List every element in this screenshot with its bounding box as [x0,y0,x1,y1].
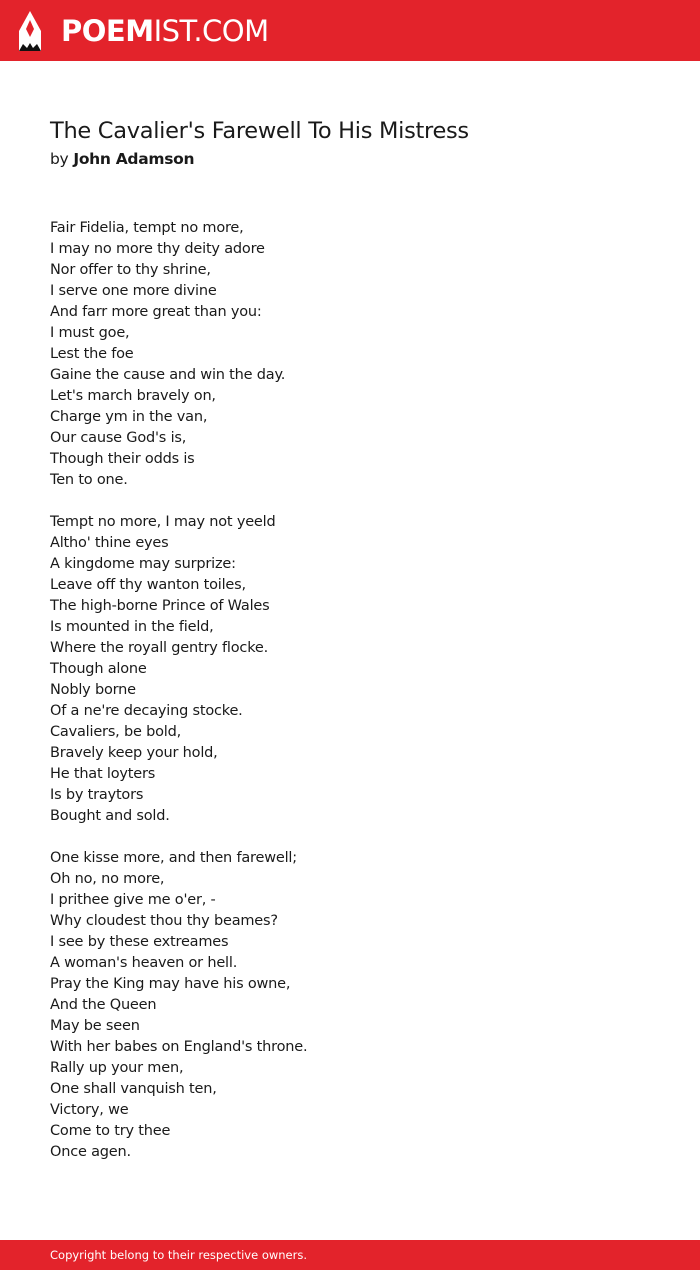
poem-line: Altho' thine eyes [50,535,169,551]
poem-line: A kingdome may surprize: [50,556,236,572]
poem-line: I may no more thy deity adore [50,241,265,257]
poem-stanza [50,512,650,827]
poem-line: Nor offer to thy shrine, [50,262,211,278]
poem-line: He that loyters [50,766,156,782]
site-logo-text [61,9,269,53]
site-header [0,0,700,61]
poem-title: The Cavalier's Farewell To His Mistress [50,118,469,144]
poem-line: Tempt no more, I may not yeeld [50,514,276,530]
poem-line: Though their odds is [50,451,195,467]
poem-line: And farr more great than you: [50,304,262,320]
poem-line: Gaine the cause and win the day. [50,367,286,383]
poem-line: I prithee give me o'er, - [50,892,216,908]
site-logo-link[interactable] [17,9,269,53]
poem-line: Leave off thy wanton toiles, [50,577,246,593]
poem-line: Charge ym in the van, [50,409,208,425]
poem-line: The high-borne Prince of Wales [50,598,270,614]
poem-body [50,218,650,1184]
poem-line: Once agen. [50,1144,131,1160]
poem-stanza [50,218,650,491]
logo-text-bold: POEM [61,14,154,48]
poem-line: Why cloudest thou thy beames? [50,913,278,929]
poem-line: And the Queen [50,997,157,1013]
poem-line: One kisse more, and then farewell; [50,850,297,866]
poem-line: Lest the foe [50,346,134,362]
poem-line: I must goe, [50,325,130,341]
poem-line: Pray the King may have his owne, [50,976,291,992]
poem-byline [50,148,194,170]
poem-line: Ten to one. [50,472,128,488]
poem-stanza [50,848,650,1163]
poem-line: One shall vanquish ten, [50,1081,217,1097]
poem-line: Rally up your men, [50,1060,184,1076]
byline-prefix: by [50,150,69,168]
poem-line: With her babes on England's throne. [50,1039,308,1055]
poem-line: Fair Fidelia, tempt no more, [50,220,244,236]
poem-line: Bought and sold. [50,808,170,824]
poem-line: Of a ne're decaying stocke. [50,703,243,719]
poem-line: Oh no, no more, [50,871,165,887]
pen-nib-icon [17,10,43,52]
poem-line: Bravely keep your hold, [50,745,218,761]
author-name: John Adamson [73,150,195,168]
poem-line: Cavaliers, be bold, [50,724,182,740]
poem-line: May be seen [50,1018,140,1034]
logo-text-light: IST.COM [153,14,269,48]
poem-line: I serve one more divine [50,283,217,299]
site-footer [0,1240,700,1270]
poem-line: Our cause God's is, [50,430,187,446]
poem-line: Though alone [50,661,147,677]
copyright-text: Copyright belong to their respective owners. [50,1248,308,1262]
poem-line: A woman's heaven or hell. [50,955,238,971]
poem-line: Is mounted in the field, [50,619,214,635]
poem-line: Is by traytors [50,787,144,803]
poem-line: Where the royall gentry flocke. [50,640,269,656]
poem-line: Nobly borne [50,682,136,698]
poem-line: Victory, we [50,1102,129,1118]
poem-line: I see by these extreames [50,934,229,950]
poem-line: Let's march bravely on, [50,388,216,404]
poem-line: Come to try thee [50,1123,171,1139]
